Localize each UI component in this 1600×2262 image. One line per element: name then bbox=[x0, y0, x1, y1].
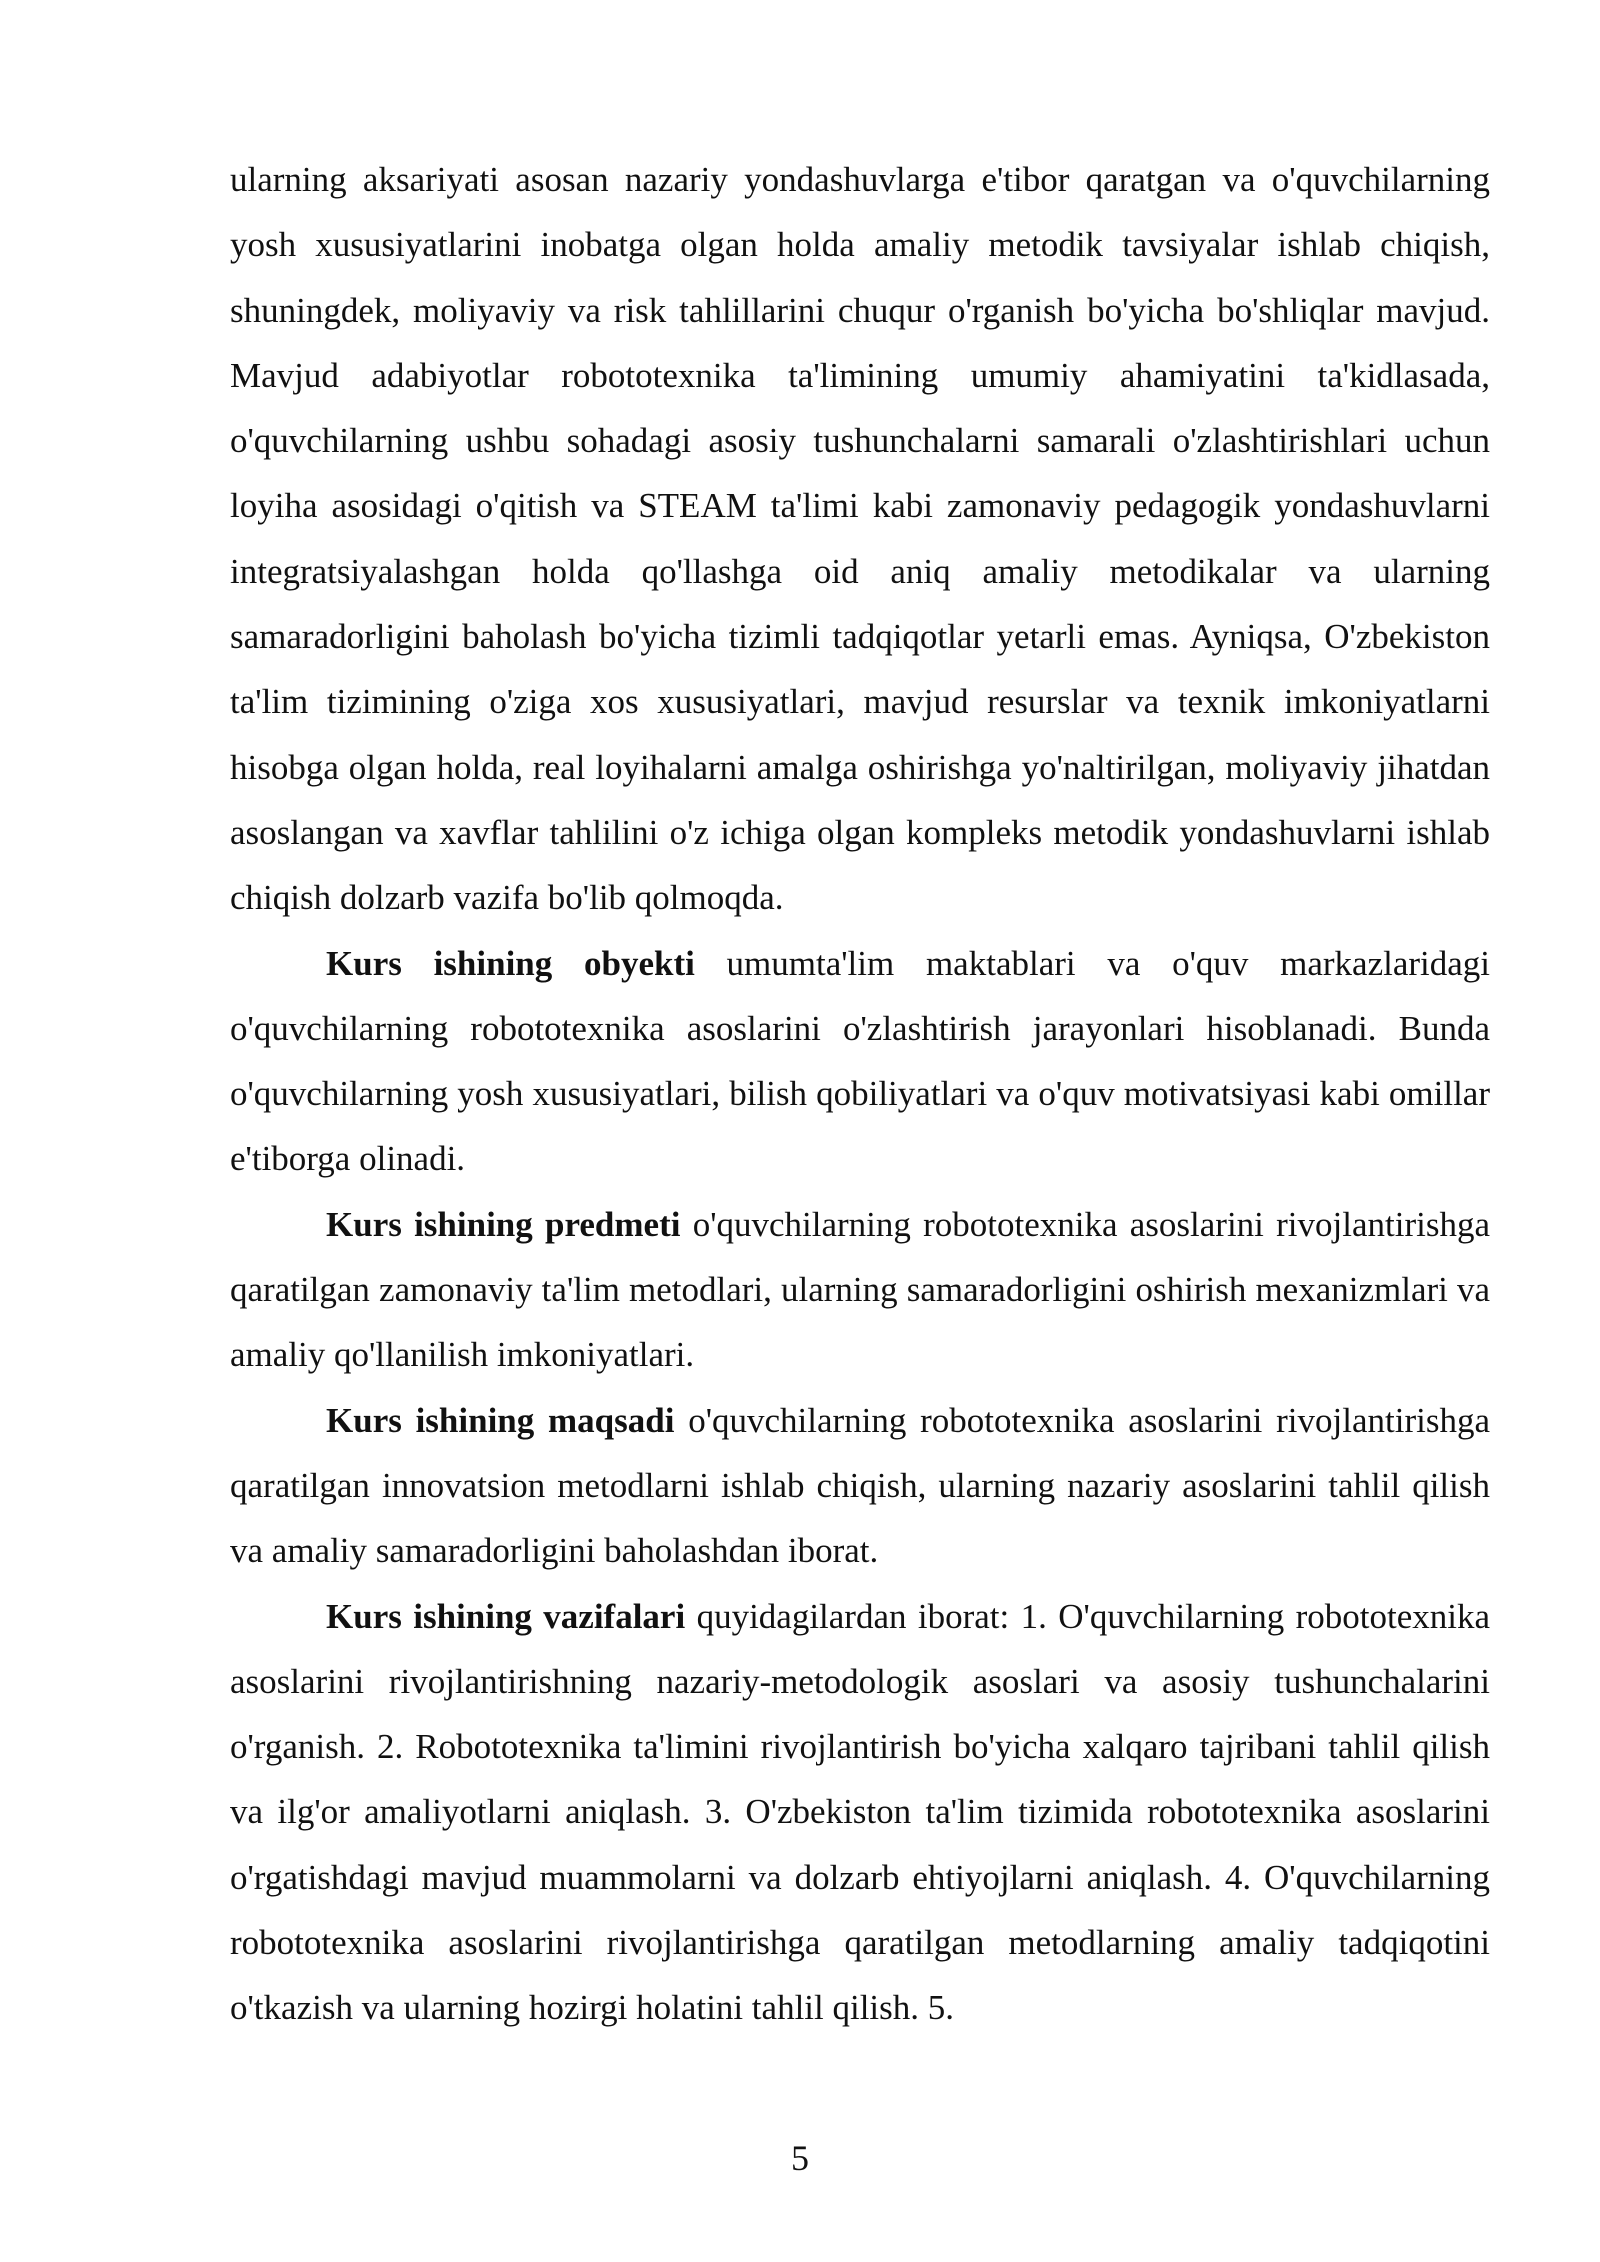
paragraph-continuation: ularning aksariyati asosan nazariy yondashuvlarga e'tibor qaratgan va o'quvchilarning yosh xususiyatlarini inobatga olgan holda amaliy metodik tavsiyalar ishlab chiqish, shuningdek, moliyaviy va risk tahlillarini chuqur o'rganish bo'yicha bo'shliqlar mavjud. Mavjud adabiyotlar robototexnika ta'limining umumiy ahamiyatini ta'kidlasada, o'quvchilarning ushbu sohadagi asosiy tushunchalarni samarali o'zlashtirishlari uchun loyiha asosidagi o'qitish va STEAM ta'limi kabi zamonaviy pedagogik yondashuvlarni integratsiyalashgan holda qo'llashga oid aniq amaliy metodikalar va ularning samaradorligini baholash bo'yicha tizimli tadqiqotlar yetarli emas. Ayniqsa, O'zbekiston ta'lim tizimining o'ziga xos xususiyatlari, mavjud resurslar va texnik imkoniyatlarni hisobga olgan holda, real loyihalarni amalga oshirishga yo'naltirilgan, moliyaviy jihatdan asoslangan va xavflar tahlilini o'z ichiga olgan kompleks metodik yondashuvlarni ishlab chiqish dolzarb vazifa bo'lib qolmoqda. bbox=[230, 160, 1490, 918]
body-text bbox=[230, 147, 1490, 2041]
paragraph-subject-text: o'quvchilarning robototexnika asoslarini rivojlantirishga qaratilgan zamonaviy ta'lim metodlari, ularning samaradorligini oshirish mexanizmlari va amaliy qo'llanilish imkoniyatlari. bbox=[230, 1204, 1490, 1375]
paragraph-tasks bbox=[230, 1584, 1490, 2041]
heading-goal: Kurs ishining maqsadi bbox=[326, 1400, 675, 1440]
paragraph-object-text: umumta'lim maktablari va o'quv markazlaridagi o'quvchilarning robototexnika asoslarini o'zlashtirish jarayonlari hisoblanadi. Bunda o'quvchilarning yosh xususiyatlari, bilish qobiliyatlari va o'quv motivatsiyasi kabi omillar e'tiborga olinadi. bbox=[230, 943, 1490, 1179]
heading-object: Kurs ishining obyekti bbox=[326, 943, 695, 983]
paragraph-goal-text: o'quvchilarning robototexnika asoslarini rivojlantirishga qaratilgan innovatsion metodlarni ishlab chiqish, ularning nazariy asoslarini tahlil qilish va amaliy samaradorligini baholashdan iborat. bbox=[230, 1400, 1490, 1571]
paragraph-tasks-text: quyidagilardan iborat: 1. O'quvchilarning robototexnika asoslarini rivojlantirishning nazariy-metodologik asoslari va asosiy tushunchalarini o'rganish. 2. Robototexnika ta'limini rivojlantirish bo'yicha xalqaro tajribani tahlil qilish va ilg'or amaliyotlarni aniqlash. 3. O'zbekiston ta'lim tizimida robototexnika asoslarini o'rgatishdagi mavjud muammolarni va dolzarb ehtiyojlarni aniqlash. 4. O'quvchilarning robototexnika asoslarini rivojlantirishga qaratilgan metodlarning amaliy tadqiqotini o'tkazish va ularning hozirgi holatini tahlil qilish. 5. bbox=[230, 1596, 1490, 2028]
paragraph-object bbox=[230, 931, 1490, 1192]
heading-subject: Kurs ishining predmeti bbox=[326, 1204, 681, 1244]
paragraph-subject bbox=[230, 1192, 1490, 1388]
heading-tasks: Kurs ishining vazifalari bbox=[326, 1596, 686, 1636]
paragraph-goal bbox=[230, 1388, 1490, 1584]
page-number: 5 bbox=[791, 2138, 809, 2178]
